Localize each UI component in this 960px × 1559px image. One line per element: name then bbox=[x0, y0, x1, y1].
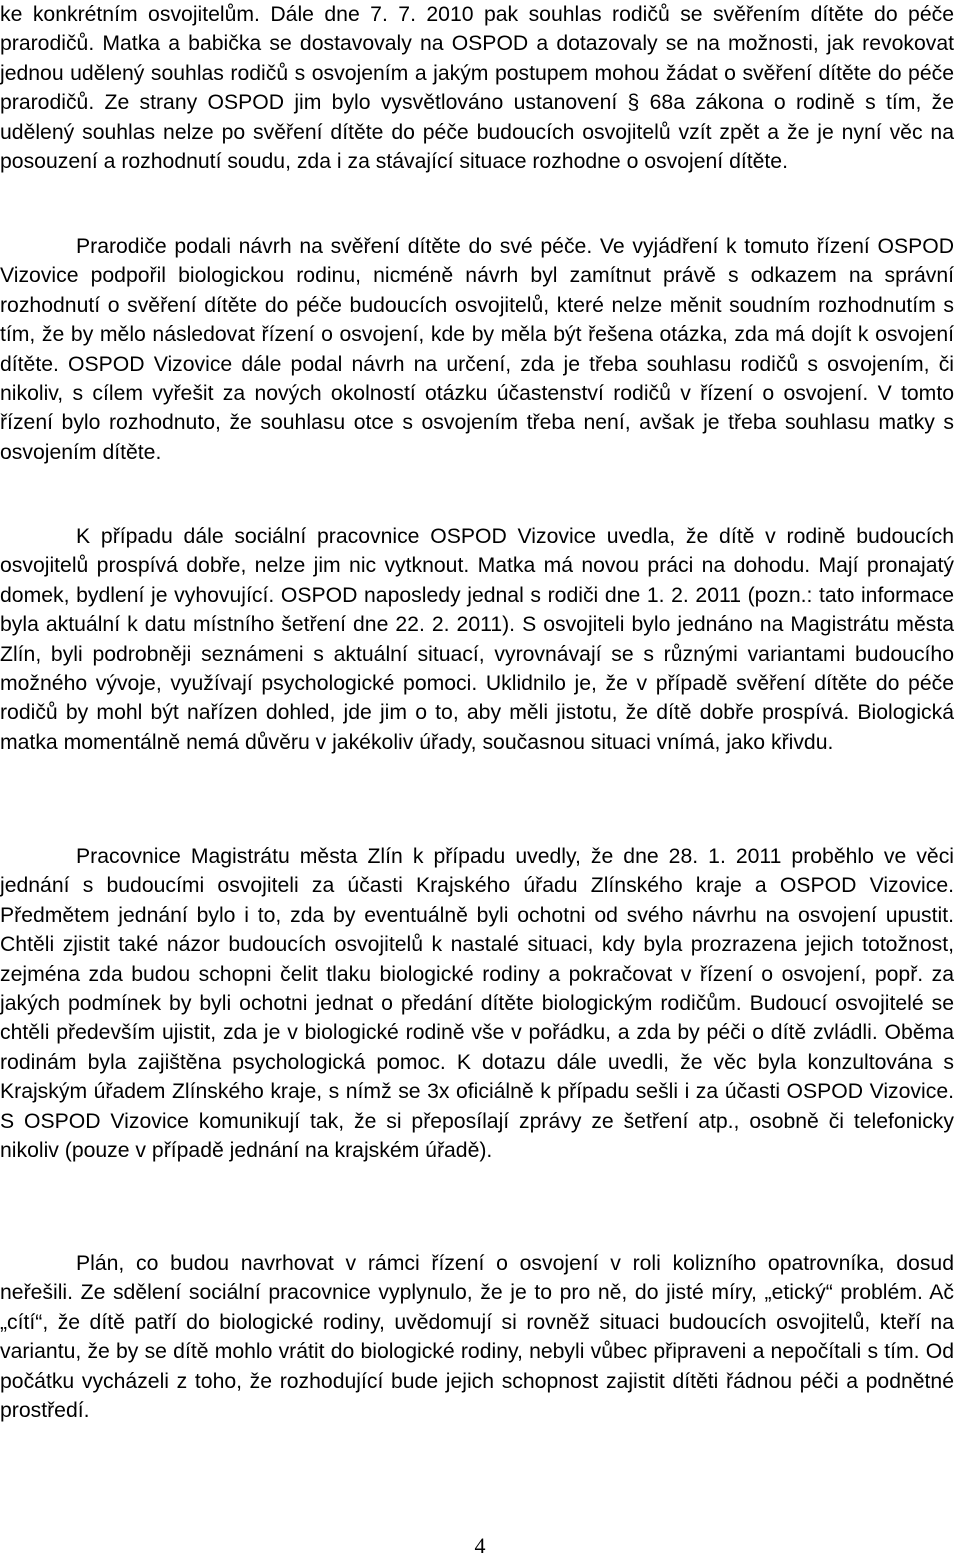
paragraph-4: Pracovnice Magistrátu města Zlín k případu uvedly, že dne 28. 1. 2011 proběhlo ve věci jednání s budoucími osvojiteli za účasti Krajského úřadu Zlínského kraje a OSPOD Vizovice. Předmětem jednání bylo i to, zda by eventuálně byli ochotni od svého návrhu na osvojení upustit. Chtěli zjistit také názor budoucích osvojitelů k nastalé situaci, kdy byla prozrazena jejich totožnost, zejména zda budou schopni čelit tlaku biologické rodiny a pokračovat v řízení o osvojení, popř. za jakých podmínek by byli ochotni jednat o předání dítěte biologickým rodičům. Budoucí osvojitelé se chtěli především ujistit, zda je v biologické rodině vše v pořádku, a zda by péči o dítě zvládli. Oběma rodinám byla zajištěna psychologická pomoc. K dotazu dále uvedli, že věc byla konzultována s Krajským úřadem Zlínského kraje, s nímž se 3x oficiálně k případu sešli i za účasti OSPOD Vizovice. S OSPOD Vizovice komunikují tak, že si přeposílají zprávy ze šetření atp., osobně či telefonicky nikoliv (pouze v případě jednání na krajském úřadě). bbox=[0, 845, 954, 1163]
paragraph-3: K případu dále sociální pracovnice OSPOD Vizovice uvedla, že dítě v rodině budoucích osvojitelů prospívá dobře, nelze jim nic vytknout. Matka má novou práci na dohodu. Mají pronajatý domek, bydlení je vyhovující. OSPOD naposledy jednal s rodiči dne 1. 2. 2011 (pozn.: tato informace byla aktuální k datu místního šetření dne 22. 2. 2011). S osvojiteli bylo jednáno na Magistrátu města Zlín, byli podrobněji seznámeni s aktuální situací, vyrovnávají se s různými variantami budoucího možného vývoje, využívají psychologické pomoci. Uklidnilo je, že v případě svěření dítěte do péče rodičů by mohl být nařízen dohled, jde jim o to, aby měli jistotu, že dítě dobře prospívá. Biologická matka momentálně nemá důvěru v jakékoliv úřady, současnou situaci vnímá, jako křivdu. bbox=[0, 525, 954, 754]
paragraph-5: Plán, co budou navrhovat v rámci řízení o osvojení v roli kolizního opatrovníka, dosud neřešili. Ze sdělení sociální pracovnice vyplynulo, že je to pro ně, do jisté míry, „etický“ problém. Ač „cítí“, že dítě patří do biologické rodiny, uvědomují si rovněž situaci budoucích osvojitelů, kteří na variantu, že by se dítě mohlo vrátit do biologické rodiny, nebyli vůbec připraveni a nepočítali s tím. Od počátku vycházeli z toho, že rozhodující bude jejich schopnost zajistit dítěti řádnou péči a podnětné prostředí. bbox=[0, 1252, 954, 1423]
page-number: 4 bbox=[474, 1533, 486, 1558]
paragraph-2: Prarodiče podali návrh na svěření dítěte do své péče. Ve vyjádření k tomuto řízení OSPOD Vizovice podpořil biologickou rodinu, nicméně návrh byl zamítnut právě s odkazem na správní rozhodnutí o svěření dítěte do péče budoucích osvojitelů, které nelze měnit soudním rozhodnutím s tím, že by mělo následovat řízení o osvojení, kde by měla být řešena otázka, zda má dojít k osvojení dítěte. OSPOD Vizovice dále podal návrh na určení, zda je třeba souhlasu rodičů s osvojením, či nikoliv, s cílem vyřešit za nových okolností otázku účastenství rodičů v řízení o osvojení. V tomto řízení bylo rozhodnuto, že souhlasu otce s osvojením třeba není, avšak je třeba souhlasu matky s osvojením dítěte. bbox=[0, 235, 954, 464]
paragraph-1: ke konkrétním osvojitelům. Dále dne 7. 7. 2010 pak souhlas rodičů se svěřením dítěte do péče prarodičů. Matka a babička se dostavovaly na OSPOD a dotazovaly se na možnosti, jak revokovat jednou udělený souhlas rodičů s osvojením a jakým postupem mohou žádat o svěření dítěte do péče prarodičů. Ze strany OSPOD jim bylo vysvětlováno ustanovení § 68a zákona o rodině s tím, že udělený souhlas nelze po svěření dítěte do péče budoucích osvojitelů vzít zpět a že je nyní věc na posouzení a rozhodnutí soudu, zda i za stávající situace rozhodne o osvojení dítěte. bbox=[0, 3, 954, 174]
